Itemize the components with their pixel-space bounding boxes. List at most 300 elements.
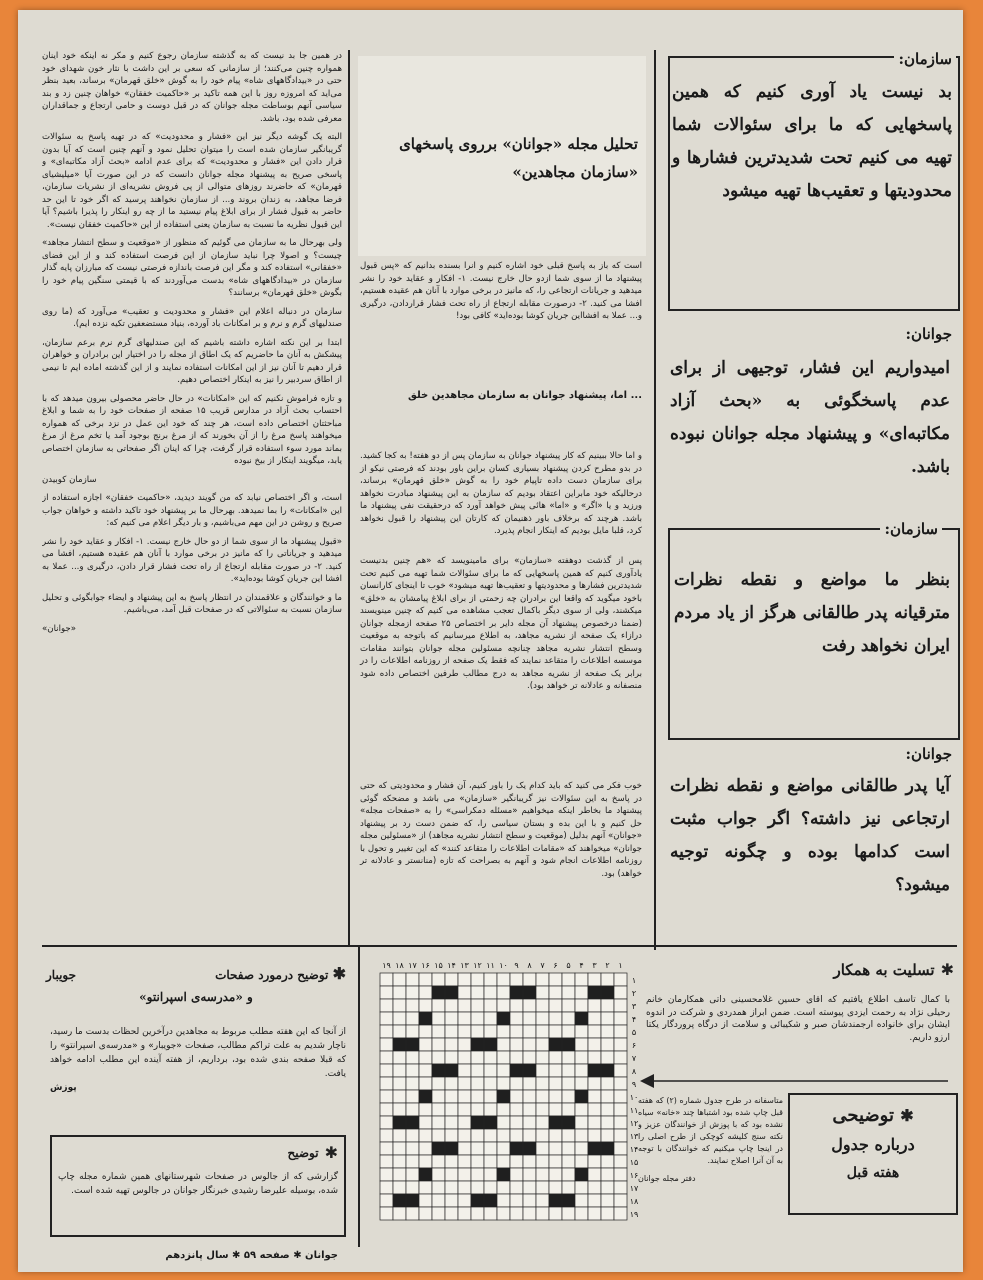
crossword-cell <box>562 1038 575 1051</box>
crossword-cell <box>445 1129 458 1142</box>
crossword-cell <box>588 1064 601 1077</box>
crossword-cell <box>458 1090 471 1103</box>
crossword-cell <box>393 973 406 986</box>
crossword-cell <box>458 999 471 1012</box>
crossword-cell <box>458 1168 471 1181</box>
crossword-cell <box>536 1090 549 1103</box>
crossword-cell <box>562 1155 575 1168</box>
crossword-cell <box>575 973 588 986</box>
crossword-cell <box>588 1012 601 1025</box>
crossword-cell <box>588 1025 601 1038</box>
crossword-row-number: ۹ <box>631 1080 637 1089</box>
crossword-cell <box>458 986 471 999</box>
crossword-cell <box>536 999 549 1012</box>
crossword-cell <box>419 1051 432 1064</box>
bottom-section-rule <box>42 945 957 947</box>
crossword-cell <box>549 973 562 986</box>
crossword-cell <box>549 1090 562 1103</box>
crossword-cell <box>523 1077 536 1090</box>
crossword-cell <box>445 1051 458 1064</box>
crossword-cell <box>588 1155 601 1168</box>
crossword-cell <box>601 1051 614 1064</box>
crossword-cell <box>406 1051 419 1064</box>
crossword-cell <box>393 1064 406 1077</box>
crossword-cell <box>380 1181 393 1194</box>
notice-column <box>42 955 352 1245</box>
left-para-8: «قبول پیشنهاد ما از سوی شما از دو حال خارج نیست. ۱- افکار و عقاید خود را نشر میدهید و جریاناتی را که مانیز در برخی موارد با آنان هم عقیده هستیم، افشا می کنید. ۲- در صورت مقابله ارتجاع از راه تحت فشار قرار دادن، درگیری و... عملا به افشا این جریان کوشا بوده‌اید». <box>42 536 342 584</box>
crossword-cell <box>393 1077 406 1090</box>
crossword-note-text: متاسفانه در طرح جدول شماره (۲) که هفته قبل چاپ شده بود اشتباها چند «خانه» سیاه نشده بود که با پوزش از خوانندگان عزیز و نکته سنج کلیشه کوچکی از طرح اصلی را در اینجا چاپ میکنیم که خوانندگان با توجه به آن آنرا اصلاح نمایند. <box>638 1096 783 1165</box>
crossword-cell <box>380 1090 393 1103</box>
asterisk-icon: ✱ <box>900 1106 914 1125</box>
crossword-cell <box>471 1194 484 1207</box>
crossword-cell <box>445 1038 458 1051</box>
crossword-cell <box>432 1038 445 1051</box>
crossword-cell <box>471 1168 484 1181</box>
crossword-cell <box>562 1103 575 1116</box>
crossword-row-number: ۱۰ <box>629 1093 638 1102</box>
crossword-note-title-1: توضیحی <box>832 1105 894 1126</box>
crossword-cell <box>562 1051 575 1064</box>
crossword-cell <box>536 986 549 999</box>
crossword-cell <box>549 1155 562 1168</box>
notice-1-body-end: ادامه خواهد یافت. <box>50 1055 346 1079</box>
crossword-cell <box>575 1181 588 1194</box>
crossword-cell <box>484 1168 497 1181</box>
crossword-cell <box>380 1207 393 1220</box>
crossword-cell <box>575 986 588 999</box>
crossword-cell <box>497 986 510 999</box>
crossword-cell <box>484 986 497 999</box>
crossword-cell <box>484 1129 497 1142</box>
crossword-cell <box>432 1181 445 1194</box>
notice-2-title-row <box>287 1143 338 1162</box>
crossword-cell <box>549 1142 562 1155</box>
crossword-cell <box>445 1181 458 1194</box>
crossword-cell <box>588 1051 601 1064</box>
crossword-rule-left <box>358 947 360 1247</box>
notice-1-title <box>46 963 346 1008</box>
crossword-cell <box>484 1038 497 1051</box>
crossword-cell <box>445 1155 458 1168</box>
crossword-cell <box>523 1129 536 1142</box>
crossword-cell <box>432 1155 445 1168</box>
crossword-cell <box>601 1181 614 1194</box>
crossword-cell <box>510 1207 523 1220</box>
crossword-cell <box>601 1025 614 1038</box>
crossword-cell <box>458 1051 471 1064</box>
crossword-cell <box>588 973 601 986</box>
middle-analysis-column <box>354 50 650 945</box>
crossword-cell <box>510 1181 523 1194</box>
crossword-col-number: ۱۷ <box>408 961 417 970</box>
crossword-cell <box>497 1116 510 1129</box>
youth-label-1: جوانان: <box>902 325 957 343</box>
crossword-cell <box>497 1103 510 1116</box>
crossword-cell <box>536 1155 549 1168</box>
crossword-row-number: ۱۹ <box>629 1210 638 1219</box>
crossword-cell <box>575 1064 588 1077</box>
crossword-cell <box>562 1064 575 1077</box>
crossword-cell <box>432 1142 445 1155</box>
crossword-row-number: ۵ <box>631 1028 637 1037</box>
crossword-cell <box>575 1207 588 1220</box>
crossword-col-number: ۱۵ <box>434 961 443 970</box>
crossword-cell <box>549 1168 562 1181</box>
crossword-cell <box>484 1155 497 1168</box>
crossword-cell <box>562 1116 575 1129</box>
crossword-cell <box>393 1129 406 1142</box>
crossword-cell <box>510 1168 523 1181</box>
crossword-col-number: ۱۰ <box>499 961 508 970</box>
page-footer: جوانان ✱ صفحه ۵۹ ✱ سال پانزدهم <box>165 1250 338 1261</box>
crossword-cell <box>380 1194 393 1207</box>
crossword-cell <box>536 1207 549 1220</box>
crossword-col-number: ۱۸ <box>395 961 404 970</box>
crossword-cell <box>445 1116 458 1129</box>
crossword-cell <box>393 1207 406 1220</box>
crossword-row-number: ۱۳ <box>629 1132 638 1141</box>
asterisk-icon: ✱ <box>940 960 954 979</box>
crossword-cell <box>562 1012 575 1025</box>
crossword-cell <box>575 1025 588 1038</box>
crossword-cell <box>614 1194 627 1207</box>
crossword-cell <box>419 1168 432 1181</box>
right-qa-column <box>660 50 960 950</box>
crossword-cell <box>471 999 484 1012</box>
crossword-cell <box>510 1103 523 1116</box>
crossword-cell <box>588 1168 601 1181</box>
crossword-cell <box>549 1103 562 1116</box>
crossword-col-number: ۱۲ <box>473 961 482 970</box>
crossword-cell <box>380 1129 393 1142</box>
crossword-cell <box>601 1155 614 1168</box>
crossword-cell <box>510 999 523 1012</box>
crossword-cell <box>497 973 510 986</box>
crossword-row-number: ۸ <box>631 1067 637 1076</box>
crossword-cell <box>458 1025 471 1038</box>
crossword-cell <box>549 1194 562 1207</box>
crossword-cell <box>380 973 393 986</box>
crossword-cell <box>614 1116 627 1129</box>
crossword-cell <box>380 1051 393 1064</box>
crossword-cell <box>523 1194 536 1207</box>
crossword-cell <box>549 1116 562 1129</box>
crossword-cell <box>471 1116 484 1129</box>
crossword-cell <box>575 1168 588 1181</box>
crossword-cell <box>575 1038 588 1051</box>
crossword-cell <box>471 1103 484 1116</box>
crossword-cell <box>484 1103 497 1116</box>
crossword-cell <box>510 1194 523 1207</box>
crossword-cell <box>588 1077 601 1090</box>
crossword-cell <box>562 1077 575 1090</box>
crossword-cell <box>614 1142 627 1155</box>
youth-text-2: آیا پدر طالقانی مواضع و نقطه نظرات ارتجاعی نیز داشته؟ اگر جواب مثبت است کدامها بوده و چگونه توجیه میشود؟ <box>670 776 950 895</box>
crossword-cell <box>380 1155 393 1168</box>
condolence-title-row <box>833 960 954 979</box>
crossword-cell <box>536 1194 549 1207</box>
notice-1-title-a: توضیح درمورد صفحات <box>215 968 329 982</box>
crossword-cell <box>562 1194 575 1207</box>
crossword-cell <box>471 1038 484 1051</box>
crossword-cell <box>549 1012 562 1025</box>
crossword-cell <box>471 1077 484 1090</box>
condolence-box <box>640 952 958 1072</box>
crossword-cell <box>614 1038 627 1051</box>
crossword-cell <box>562 986 575 999</box>
crossword-cell <box>458 973 471 986</box>
crossword-note-text-col <box>638 1095 783 1245</box>
crossword-cell <box>445 1077 458 1090</box>
crossword-cell <box>510 1038 523 1051</box>
crossword-cell <box>419 1090 432 1103</box>
crossword-cell <box>601 999 614 1012</box>
crossword-col-number: ۱۳ <box>460 961 469 970</box>
crossword-row-number: ۱۷ <box>629 1184 638 1193</box>
crossword-cell <box>406 1038 419 1051</box>
crossword-cell <box>575 1116 588 1129</box>
magazine-page <box>18 10 963 1272</box>
crossword-cell <box>445 1012 458 1025</box>
crossword-cell <box>510 1129 523 1142</box>
middle-para-4: خوب فکر می کنید که باید کدام یک را باور کنیم، آن فشار و محدودیتی که حتی در پاسخ به این سئوالات نیز گریبانگیر «سازمان» می باشد و مضحکه گوئی پیشنهاد ما بخاطر اینکه میخواهیم «مسئله دمکراسی» را به «صفحات مجله» حل کنیم و با این بده و بستان سیاسی را، که ضمن دست رد بر پیشنهاد «جوانان» آنهم بدلیل (موقعیت و سطح انتشار نشریه مجاهد) از «مسئولین مجله جوانان» میخواهند که «مقامات اطلاعات را متقاعد کنند» که این تغییر و تحول با روزنامه اطلاعات انجام شود و آنهم به بصراحت که تازه (منانستر و عادلانه تر خواهد) بود. <box>360 781 642 879</box>
crossword-cell <box>432 1194 445 1207</box>
crossword-cell <box>510 1155 523 1168</box>
left-para-4: سازمان در دنباله اعلام این «فشار و محدودیت و تعقیب» می‌آورد که (ما روی صندلیهای گرم و نرم و بر امکانات باد آورده، بنیاد مستضعفین تکیه نزده ایم). <box>42 306 342 329</box>
crossword-cell <box>406 1181 419 1194</box>
crossword-cell <box>406 1142 419 1155</box>
crossword-cell <box>419 1142 432 1155</box>
crossword-col-number: ۴ <box>579 961 584 970</box>
crossword-cell <box>419 1025 432 1038</box>
crossword-col-number: ۱۹ <box>382 961 391 970</box>
crossword-cell <box>484 1025 497 1038</box>
crossword-cell <box>445 1194 458 1207</box>
crossword-cell <box>393 1090 406 1103</box>
crossword-row-number: ۱۱ <box>629 1106 638 1115</box>
crossword-cell <box>562 1129 575 1142</box>
crossword-cell <box>575 1012 588 1025</box>
crossword-cell <box>471 1051 484 1064</box>
crossword-cell <box>497 1038 510 1051</box>
crossword-cell <box>419 973 432 986</box>
crossword-cell <box>614 1168 627 1181</box>
crossword-cell <box>393 1025 406 1038</box>
notice-1-title-c: و «مدرسه‌ی اسپرانتو» <box>139 990 253 1004</box>
crossword-cell <box>549 1038 562 1051</box>
crossword-cell <box>484 1207 497 1220</box>
crossword-cell <box>471 1129 484 1142</box>
crossword-cell <box>588 1116 601 1129</box>
left-para-7: است، و اگر اختصاص نیابد که من گویند دیدید، «حاکمیت خفقان» اجازه استفاده از این «امکانات» را بما نمیدهد. بهرحال ما بر پیشنهاد خود تاکید داشته و خواهان جواب صریح و روشن در این مهم می‌باشیم، و بار دیگر اعلام می کنیم که: <box>42 493 342 528</box>
notice-1-body <box>50 1025 346 1095</box>
crossword-cell <box>432 1012 445 1025</box>
crossword-col-number: ۱۱ <box>486 961 495 970</box>
crossword-cell <box>497 1142 510 1155</box>
crossword-cell <box>445 1168 458 1181</box>
crossword-cell <box>601 1207 614 1220</box>
condolence-body: با کمال تاسف اطلاع یافتیم که اقای حسین غلامحسینی داتی همکارمان خانم رحیلی نژاد به رحمت ایزدی پیوسته است. ضمن ابراز همدردی و شرکت در اندوه ایشان برای خانواده ارجمندشان صبر و شکیبائی و سلامت از درگاه پروردگار یکتا ارزو داریم. <box>646 995 950 1043</box>
crossword-cell <box>601 1194 614 1207</box>
middle-title: تحلیل مجله «جوانان» برروی پاسخهای «سازمان مجاهدین» <box>399 135 638 181</box>
crossword-cell <box>575 999 588 1012</box>
crossword-row-number: ۴ <box>631 1015 637 1024</box>
crossword-cell <box>445 1090 458 1103</box>
crossword-cell <box>536 1103 549 1116</box>
crossword-cell <box>471 1155 484 1168</box>
crossword-cell <box>562 973 575 986</box>
crossword-cell <box>588 1142 601 1155</box>
notice-1-sig: پوزش <box>50 1083 77 1093</box>
crossword-cell <box>588 1090 601 1103</box>
crossword-cell <box>575 1090 588 1103</box>
column-rule-right <box>654 50 656 950</box>
org-text-1: بد نیست یاد آوری کنیم که همین پاسخهایی که ما برای سئوالات شما تهیه می کنیم تحت شدیدترین فشارها و محدودیتها و تعقیب‌ها تهیه میشود <box>672 82 952 201</box>
crossword-cell <box>484 1077 497 1090</box>
crossword-cell <box>614 1077 627 1090</box>
crossword-cell <box>575 1142 588 1155</box>
middle-para-2: و اما حالا ببینیم که کار پیشنهاد جوانان به سازمان پس از دو هفته! به کجا کشید. در بدو مطرح کردن پیشنهاد بسیاری کسان براین باور بودند که فرصتی نیکو از برای سازمان دست داده تاپیام خود را به گوش «خلق قهرمان» برساند، درحالیکه خود مابراین اعتقاد بودیم که سازمان به این پیشنهاد مبادرت نخواهد ورزید و یا «اگر» و «اما» هائی پیش خواهد آورد که درحقیقت نفی پیشنهاد ما باشد. هرچند که برخلاف باور ذهنیمان که کارتان این پیشنهاد را قبول نخواهد کرد، قلبا مایل بودیم که اینکار انجام پذیرد. <box>360 451 642 536</box>
crossword-cell <box>549 986 562 999</box>
crossword-cell <box>601 1038 614 1051</box>
crossword-cell <box>471 1181 484 1194</box>
crossword-cell <box>380 1025 393 1038</box>
crossword-cell <box>393 986 406 999</box>
crossword-cell <box>406 1090 419 1103</box>
crossword-cell <box>484 1116 497 1129</box>
crossword-cell <box>536 1116 549 1129</box>
crossword-cell <box>432 1103 445 1116</box>
crossword-cell <box>406 1168 419 1181</box>
crossword-cell <box>484 1051 497 1064</box>
crossword-cell <box>497 1025 510 1038</box>
crossword-cell <box>471 986 484 999</box>
crossword-cell <box>601 1077 614 1090</box>
left-text-column <box>42 50 342 945</box>
crossword-cell <box>614 1207 627 1220</box>
crossword-cell <box>406 986 419 999</box>
crossword-cell <box>445 999 458 1012</box>
crossword-cell <box>393 1038 406 1051</box>
crossword-cell <box>432 1207 445 1220</box>
crossword-cell <box>536 1129 549 1142</box>
crossword-col-number: ۳ <box>592 961 597 970</box>
crossword-cell <box>432 1168 445 1181</box>
crossword-note-title-3: هفته قبل <box>846 1165 900 1181</box>
crossword-cell <box>484 999 497 1012</box>
crossword-cell <box>471 1025 484 1038</box>
crossword-col-number: ۱ <box>618 961 623 970</box>
crossword-cell <box>614 973 627 986</box>
crossword-cell <box>562 999 575 1012</box>
crossword-cell <box>484 1181 497 1194</box>
crossword-cell <box>497 1207 510 1220</box>
crossword-cell <box>575 1051 588 1064</box>
crossword-cell <box>536 973 549 986</box>
crossword-row-number: ۱۶ <box>629 1171 638 1180</box>
crossword-cell <box>523 1116 536 1129</box>
crossword-cell <box>601 1129 614 1142</box>
crossword-cell <box>510 986 523 999</box>
crossword-cell <box>562 1142 575 1155</box>
crossword-cell <box>523 986 536 999</box>
youth-label-2: جوانان: <box>902 745 957 763</box>
crossword-cell <box>393 1012 406 1025</box>
crossword-cell <box>406 1155 419 1168</box>
crossword-cell <box>445 1142 458 1155</box>
crossword-cell <box>523 1155 536 1168</box>
crossword-cell <box>445 973 458 986</box>
crossword-cell <box>575 1077 588 1090</box>
asterisk-icon: ✱ <box>324 1143 338 1162</box>
crossword-cell <box>419 1116 432 1129</box>
org-label-1: سازمان: <box>894 50 956 68</box>
crossword-cell <box>458 1012 471 1025</box>
crossword-cell <box>458 1103 471 1116</box>
crossword-cell <box>614 1103 627 1116</box>
crossword-cell <box>601 1103 614 1116</box>
crossword-cell <box>458 1064 471 1077</box>
crossword-cell <box>549 1207 562 1220</box>
crossword-cell <box>536 1064 549 1077</box>
crossword-cell <box>432 1025 445 1038</box>
crossword-cell <box>471 973 484 986</box>
crossword-cell <box>393 1168 406 1181</box>
crossword-cell <box>406 1116 419 1129</box>
crossword-cell <box>562 1090 575 1103</box>
crossword-cell <box>536 1051 549 1064</box>
crossword-cell <box>523 1142 536 1155</box>
crossword-col-number: ۶ <box>553 961 558 970</box>
crossword-cell <box>536 1168 549 1181</box>
crossword-cell <box>523 1012 536 1025</box>
crossword-cell <box>393 1181 406 1194</box>
crossword-cell <box>471 1142 484 1155</box>
crossword-cell <box>458 1077 471 1090</box>
crossword-row-number: ۲ <box>631 989 637 998</box>
crossword-cell <box>406 1103 419 1116</box>
crossword-cell <box>614 1025 627 1038</box>
crossword-row-number: ۶ <box>631 1041 637 1050</box>
left-para-3: ولی بهرحال ما به سازمان می گوئیم که منظور از «موقعیت و سطح انتشار مجاهد» چیست؟ و اصولا چرا نباید سازمان از این فرصت استفاده کند و از این فضای «خفقانی» استفاده کند و مگر این فرصت باندازه فرصتی نیست که مبارزان پایه گذار سازمان در «بیدادگاههای شاه» بدست می‌آوردند که با قیمتی سنگین پیام خود را بگوش «خلق قهرمان» برسانند؟ <box>42 238 342 298</box>
crossword-cell <box>393 1116 406 1129</box>
crossword-cell <box>588 1129 601 1142</box>
crossword-note-heading <box>793 1102 953 1212</box>
crossword-cell <box>562 1207 575 1220</box>
left-para-6: و تازه فراموش نکنیم که این «امکانات» در حال حاضر محصولی بیرون میدهد که با احتساب بحث آزاد در مدارس قریب ۱۵ صفحه از صفحات خود را به شما و ابلاغ مباحثتان اختصاص داده است، هر چند که خود این عمل در نزد برخی که همواره میخواهند پاسخ مرغ را از آن بخورند که از مرغ برنج بوجود آمد یا تخم مرغ از مرغ بماند مورد سوء استفاده قرار گرفت، چرا که اینان اگر صفحاتی به سازمان اختصاص یابد، میگویند اینکار از بیخ نبوده <box>42 393 342 466</box>
crossword-cell <box>484 1064 497 1077</box>
crossword-cell <box>484 1090 497 1103</box>
middle-para-3: پس از گذشت دوهفته «سازمان» برای مامینویسد که «هم چنین بدنیست یادآوری کنیم که همین پاسخهایی که ما برای سئوالات شما تهیه می کنیم تحت شدیدترین فشارها و محدودیتها و تعقیب‌ها تهیه میشود» خوب تا اینجای کارانسان باخود میگوید که واقعا این برادران چه زحمتی از برای ابلاغ پیامشان به «خلق» میکشند، ولی از سوی دیگر باکمال تعجب مشاهده می کنیم که چنین مینویسند (ضمنا درخصوص پیشنهاد آن مجله دایر بر اختصاص ۲۵ صفحه ازمجله جوانان درازاء یک صفحه از نشریه مجاهد، به اطلاع میرسانیم که باتوجه به موقعیت وسطح انتشار نشریه مجاهد چنانچه مسئولین مجله جوانان بتوانند مقامات موسسه اطلاعات را متقاعد نمایند که فقط یک صفحه از روزنامه اطلاعات را در برابر یک صفحه از نشریه مجاهد به درج مطالب طرفین اختصاص داده شود منصفانه و عادلانه تر خواهد بود). <box>360 556 642 691</box>
crossword-cell <box>601 986 614 999</box>
crossword-cell <box>497 1051 510 1064</box>
crossword-cell <box>510 1116 523 1129</box>
crossword-cell <box>614 1064 627 1077</box>
crossword-cell <box>510 1025 523 1038</box>
crossword-cell <box>419 1077 432 1090</box>
left-para-2: البته یک گوشه دیگر نیز این «فشار و محدودیت» که در تهیه پاسخ به سئوالات گریبانگیر سازمان شده است را میتوان تحلیل نمود و آنهم چنین است که آیا بدون قرار دادن این «فشار و محدودیت» که برای عدم ادامه «بحث آزاد مکاتبه‌ای» و پاسخی صریح به پیشنهاد مجله جوانان دانست که در این صورت آیا «میلیشیای قهرمان» که حاضرند روزهای متوالی از پی فروش نشریه‌ای از نشریات سازمان، فرضا مجاهد، به زندان بروند و... از سازمان نخواهند پرسید که اگر خود تا این حد حاضر به قبول فشار از برای ابلاغ پیام نیستید ما از چه رو اینکار را پذیرا باشیم؟ آیا این قبول نظریه ما نسبت به سازمان یعنی استفاده از این «حاکمیت خفقان نیست». <box>42 132 342 230</box>
crossword-cell <box>432 986 445 999</box>
left-para-6-sig: سازمان کوبیدن <box>42 474 97 485</box>
crossword-cell <box>510 973 523 986</box>
crossword-cell <box>484 1012 497 1025</box>
crossword-cell <box>419 1038 432 1051</box>
crossword-cell <box>471 1012 484 1025</box>
crossword-row-number: ۱۸ <box>629 1197 638 1206</box>
crossword-cell <box>458 1142 471 1155</box>
left-para-9: ما و خوانندگان و علاقمندان در انتظار پاسخ به این پیشنهاد و ایضاء جوابگوئی و تحلیل سازمان نسبت به سئوالاتی که در صفحات قبل آمد، می‌باشیم. <box>42 592 342 615</box>
